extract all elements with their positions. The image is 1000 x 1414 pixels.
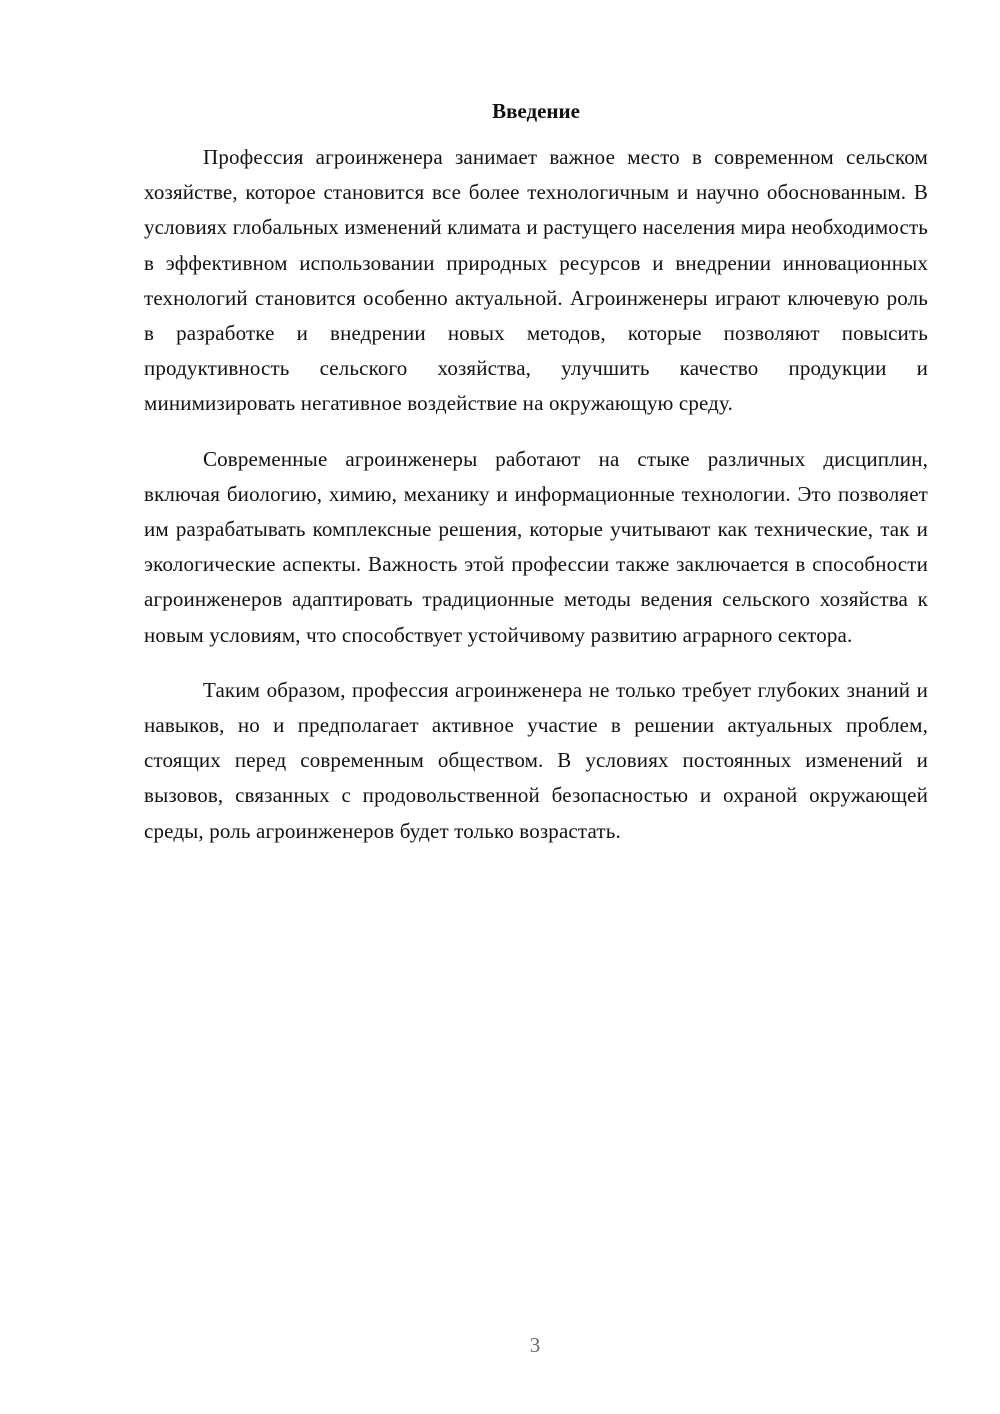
paragraph-1: Профессия агроинженера занимает важное место в современном сельском хозяйстве, которое становится все более технологичным и научно обоснованным. В условиях глобальных изменений климата и растущего населения мира необходимость в эффективном использовании природных ресурсов и внедрении инновационных технологий становится особенно актуальной. Агроинженеры играют ключевую роль в разработке и внедрении новых методов, которые позволяют повысить продуктивность сельского хозяйства, улучшить качество продукции и минимизировать негативное воздействие на окружающую среду. bbox=[144, 145, 928, 416]
paragraph-3: Таким образом, профессия агроинженера не только требует глубоких знаний и навыков, но и предполагает активное участие в решении актуальных проблем, стоящих перед современным обществом. В условиях постоянных изменений и вызовов, связанных с продовольственной безопасностью и охраной окружающей среды, роль агроинженеров будет только возрастать. bbox=[144, 677, 928, 843]
paragraph-2: Современные агроинженеры работают на стыке различных дисциплин, включая биологию, химию, механику и информационные технологии. Это позволяет им разрабатывать комплексные решения, которые учитывают как технические, так и экологические аспекты. Важность этой профессии также заключается в способности агроинженеров адаптировать традиционные методы ведения сельского хозяйства к новым условиям, что способствует устойчивому развитию аграрного сектора. bbox=[144, 446, 928, 647]
page-number: 3 bbox=[529, 1333, 541, 1357]
page-content bbox=[144, 94, 928, 869]
page-title: Введение bbox=[492, 99, 580, 123]
